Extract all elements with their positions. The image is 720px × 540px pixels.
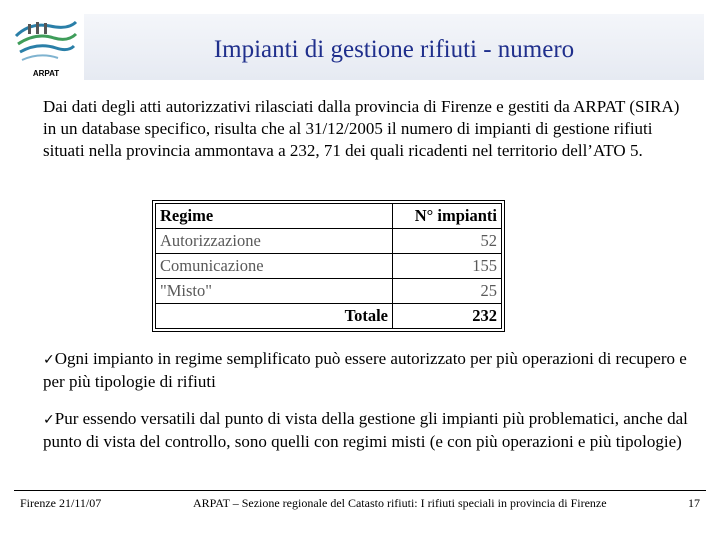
total-label: Totale: [156, 304, 393, 329]
bullet-item: [43, 408, 693, 453]
bullet-item: [43, 348, 693, 393]
footer-date: Firenze 21/11/07: [20, 496, 102, 510]
regime-cell: "Misto": [156, 279, 393, 304]
page-title: Impianti di gestione rifiuti - numero: [213, 36, 575, 63]
count-cell: 25: [393, 279, 502, 304]
count-cell: 155: [393, 254, 502, 279]
page-number: 17: [688, 496, 700, 510]
bullet-text: Ogni impianto in regime semplificato può essere autorizzato per più operazioni di recupero e per più tipologie di rifiuti: [43, 349, 687, 391]
footer-divider: [14, 490, 706, 491]
count-cell: 52: [393, 229, 502, 254]
regime-cell: Autorizzazione: [156, 229, 393, 254]
table-row: [156, 229, 502, 254]
bullet-text: Pur essendo versatili dal punto di vista della gestione gli impianti più problematici, anche dal punto di vista del controllo, sono quelli con regimi misti (e con più operazioni e più tipologie): [43, 409, 688, 451]
intro-paragraph: Dai dati degli atti autorizzativi rilasciati dalla provincia di Firenze e gestiti da ARPAT (SIRA) in un database specifico, risulta che al 31/12/2005 il numero di impianti di gestione rifiuti situati nella provincia ammontava a 232, 71 dei quali ricadenti nel territorio dell’ATO 5.: [43, 97, 680, 160]
column-header-regime: Regime: [156, 204, 393, 229]
table-row: [156, 254, 502, 279]
table-total-row: [156, 304, 502, 329]
checkmark-icon: ✓: [43, 412, 55, 428]
total-value: 232: [393, 304, 502, 329]
column-header-count: N° impianti: [393, 204, 502, 229]
arpat-logo-icon: [10, 14, 82, 68]
table-row: [156, 279, 502, 304]
table-header-row: [156, 204, 502, 229]
arpat-logo: [10, 14, 82, 78]
footer-source: ARPAT – Sezione regionale del Catasto rifiuti: I rifiuti speciali in provincia di Firenze: [193, 496, 607, 510]
plants-table: [155, 203, 502, 329]
regime-cell: Comunicazione: [156, 254, 393, 279]
checkmark-icon: ✓: [43, 352, 55, 368]
logo-caption: ARPAT: [32, 69, 60, 78]
